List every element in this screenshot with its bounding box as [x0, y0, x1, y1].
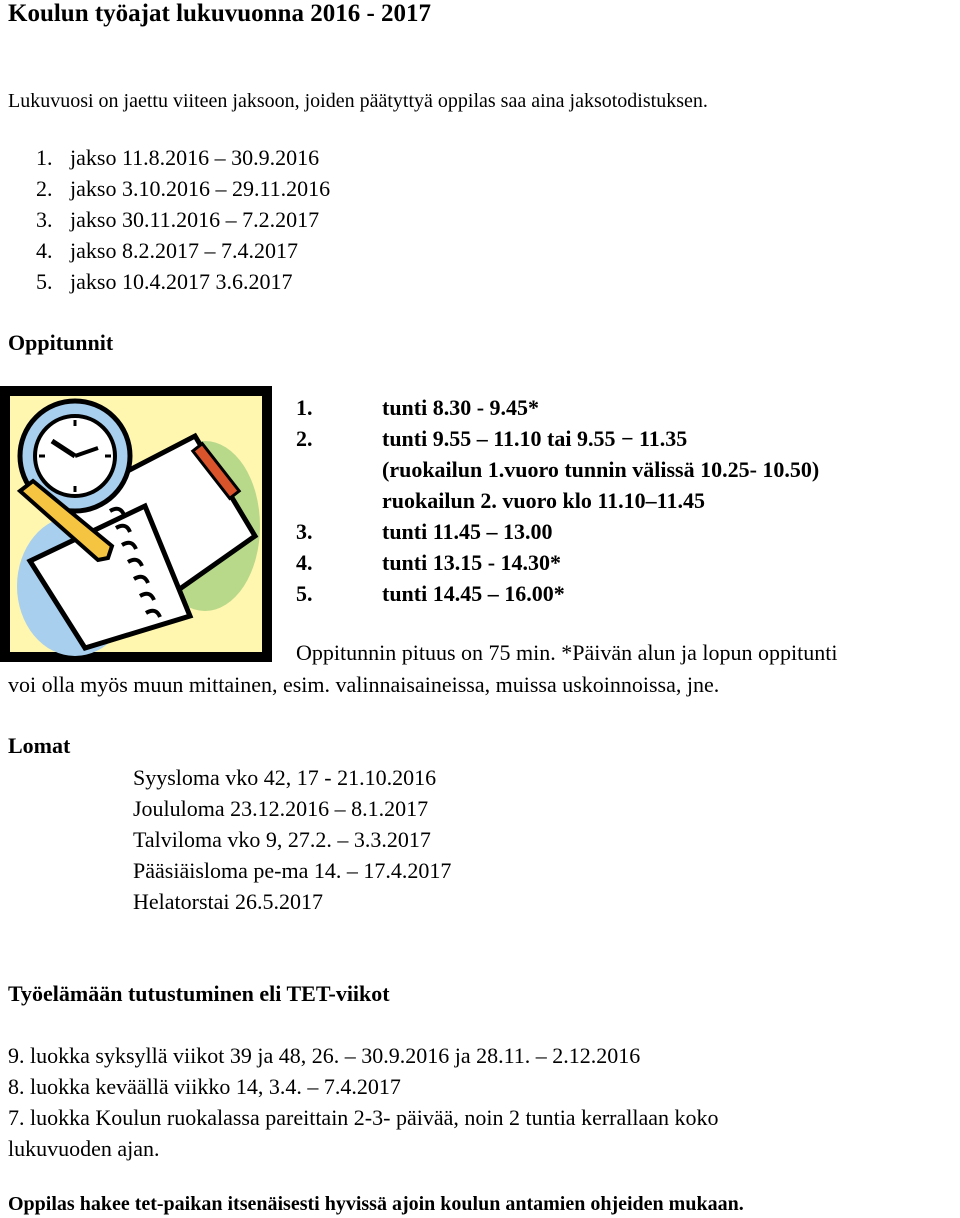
tet-list	[8, 1040, 719, 1164]
lesson-item: 1. tunti 8.30 - 9.45*	[296, 395, 540, 420]
lunch-note: ruokailun 2. vuoro klo 11.10–11.45	[382, 488, 705, 513]
holiday-item: Syysloma vko 42, 17 - 21.10.2016	[133, 765, 437, 790]
holiday-item: Talviloma vko 9, 27.2. – 3.3.2017	[133, 827, 431, 852]
holiday-item: Helatorstai 26.5.2017	[133, 889, 324, 914]
tet-line: 9. luokka syksyllä viikot 39 ja 48, 26. – 30.9.2016 ja 28.11. – 2.12.2016	[8, 1043, 641, 1068]
period-item: 4. jakso 8.2.2017 – 7.4.2017	[36, 238, 298, 263]
tet-line: 7. luokka Koulun ruokalassa pareittain 2-3- päivää, noin 2 tuntia kerrallaan koko	[8, 1105, 719, 1130]
holiday-item: Pääsiäisloma pe-ma 14. – 17.4.2017	[133, 858, 452, 883]
period-list	[36, 142, 330, 297]
tet-line: 8. luokka keväällä viikko 14, 3.4. – 7.4.2017	[8, 1074, 401, 1099]
lesson-note-line1: Oppitunnin pituus on 75 min. *Päivän alun ja lopun oppitunti	[296, 640, 838, 665]
period-item: 3. jakso 30.11.2016 – 7.2.2017	[36, 207, 320, 232]
lunch-note: (ruokailun 1.vuoro tunnin välissä 10.25- 10.50)	[382, 457, 820, 482]
notebook-clock-pencil-illustration	[0, 386, 272, 662]
lessons-heading: Oppitunnit	[8, 330, 114, 355]
lesson-item: 3. tunti 11.45 – 13.00	[296, 519, 553, 544]
holiday-list	[133, 762, 451, 917]
lesson-note-line2: voi olla myös muun mittainen, esim. valinnaisaineissa, muissa uskoinnoissa, jne.	[8, 672, 720, 697]
tet-line: lukuvuoden ajan.	[8, 1136, 160, 1161]
holiday-item: Joululoma 23.12.2016 – 8.1.2017	[133, 796, 429, 821]
tet-heading: Työelämään tutustuminen eli TET-viikot	[8, 981, 390, 1006]
lesson-item: 5. tunti 14.45 – 16.00*	[296, 581, 565, 606]
period-item: 5. jakso 10.4.2017 3.6.2017	[36, 269, 293, 294]
period-item: 2. jakso 3.10.2016 – 29.11.2016	[36, 176, 331, 201]
lesson-schedule	[296, 392, 819, 609]
period-item: 1. jakso 11.8.2016 – 30.9.2016	[36, 145, 320, 170]
page-title: Koulun työajat lukuvuonna 2016 - 2017	[8, 0, 432, 27]
footer-note: Oppilas hakee tet-paikan itsenäisesti hyvissä ajoin koulun antamien ohjeiden mukaan.	[8, 1193, 744, 1215]
lesson-item: 4. tunti 13.15 - 14.30*	[296, 550, 562, 575]
intro-text: Lukuvuosi on jaettu viiteen jaksoon, joiden päätyttyä oppilas saa aina jaksotodistuksen.	[8, 90, 708, 112]
lesson-item: 2. tunti 9.55 – 11.10 tai 9.55 − 11.35	[296, 426, 688, 451]
holidays-heading: Lomat	[8, 733, 71, 758]
